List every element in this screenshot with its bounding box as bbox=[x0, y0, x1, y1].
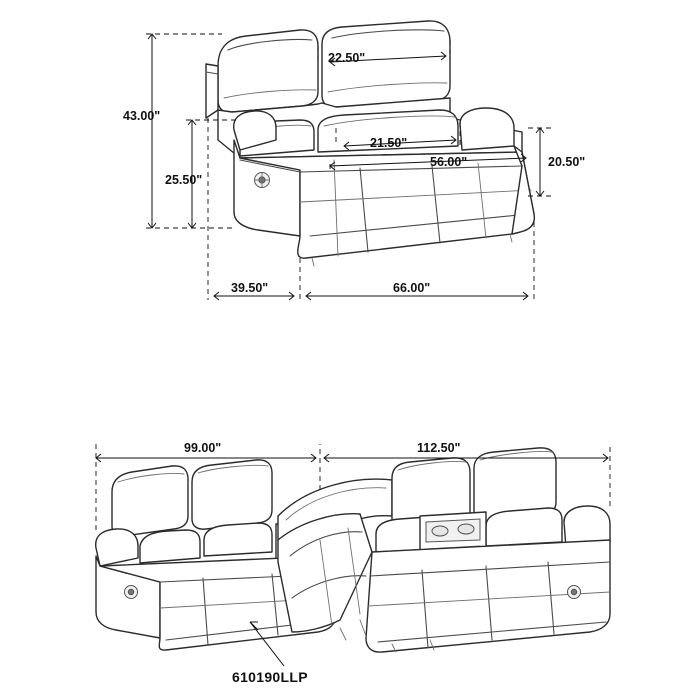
dim-right-leg-length: 112.50" bbox=[417, 441, 461, 455]
dim-overall-width: 66.00" bbox=[393, 281, 431, 295]
dim-back-cushion-width: 22.50" bbox=[328, 51, 366, 65]
model-number-label: 610190LLP bbox=[232, 669, 308, 685]
dim-seat-depth: 39.50" bbox=[231, 281, 269, 295]
dim-seat-width: 56.00" bbox=[430, 155, 468, 169]
dim-seat-height: 25.50" bbox=[165, 173, 203, 187]
dim-left-leg-length: 99.00" bbox=[184, 441, 222, 455]
dim-seat-depth-inner: 21.50" bbox=[370, 136, 408, 150]
dim-arm-height: 20.50" bbox=[548, 155, 586, 169]
dim-overall-height: 43.00" bbox=[123, 109, 161, 123]
sectional-drawing bbox=[96, 448, 610, 652]
